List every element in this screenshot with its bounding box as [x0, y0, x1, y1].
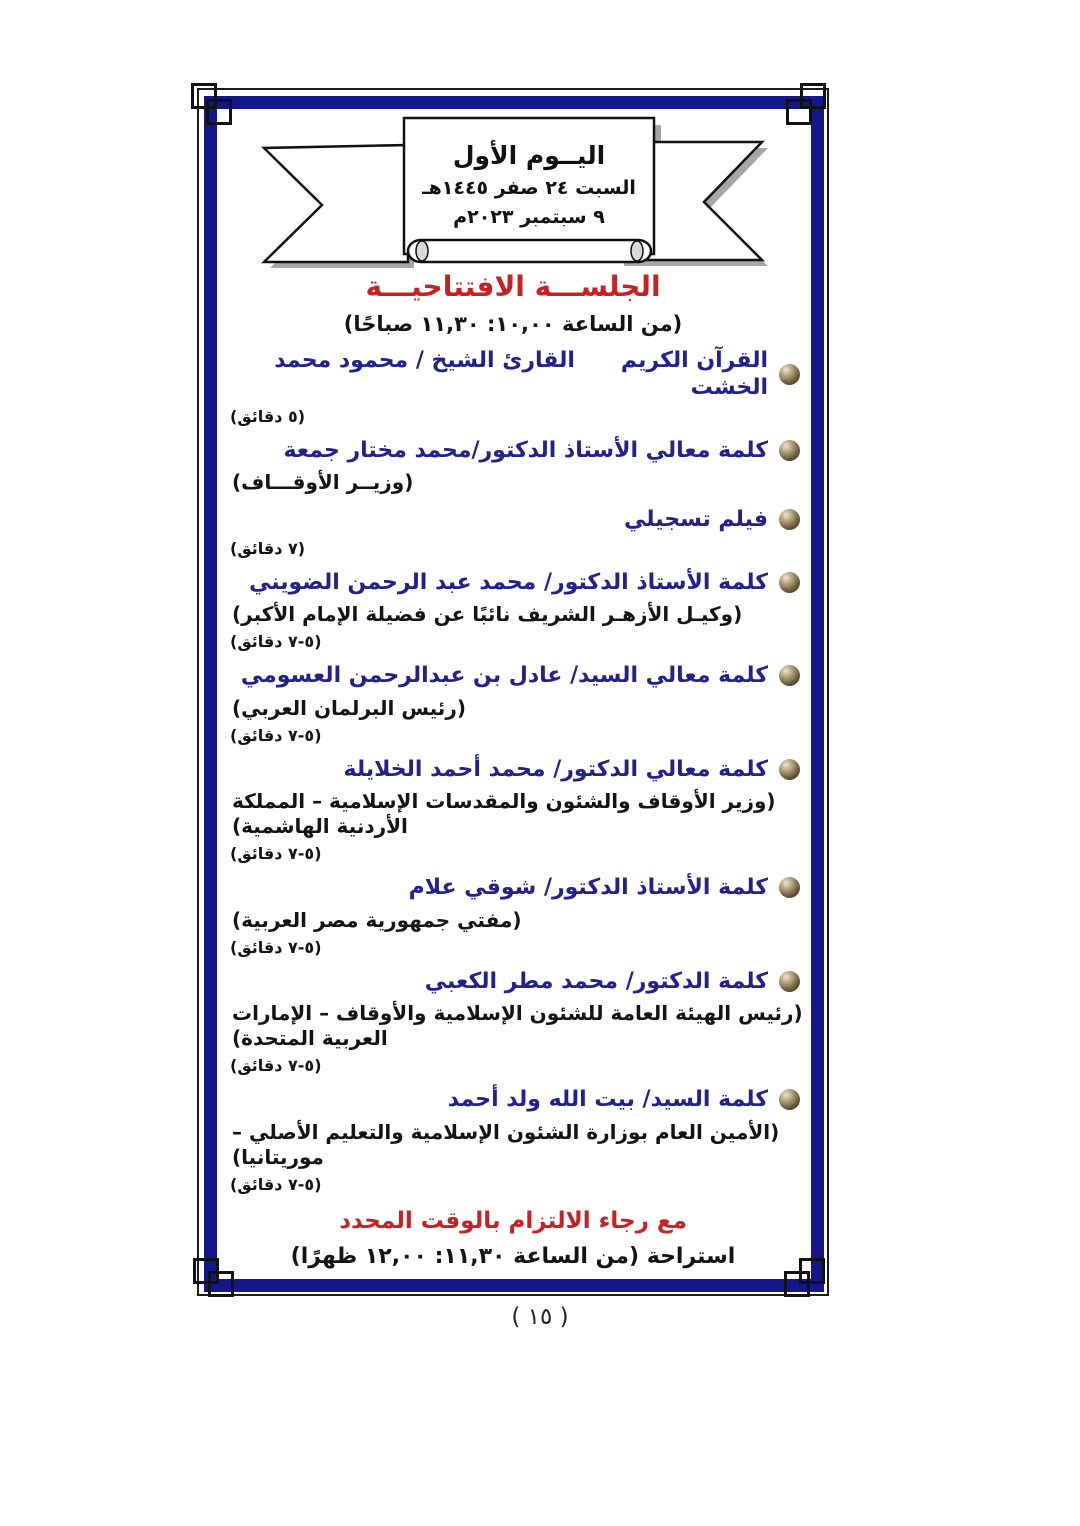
- page-number: ( ١٥ ): [511, 1304, 569, 1330]
- item-duration: (٥-٧ دقائق): [230, 1056, 322, 1076]
- item-duration: (٥ دقائق): [230, 406, 306, 426]
- day-ribbon-banner: [258, 112, 768, 270]
- item-heading: كلمة الأستاذ الدكتور/ شوقي علام: [408, 875, 768, 901]
- item-duration: (٥-٧ دقائق): [230, 725, 322, 745]
- item-heading: كلمة الأستاذ الدكتور/ محمد عبد الرحمن الضويني: [249, 569, 768, 595]
- item-description: (مفتي جمهورية مصر العربية): [232, 907, 522, 932]
- bullet-sphere-icon: [779, 1089, 800, 1110]
- item-heading: فيلم تسجيلي: [624, 507, 768, 533]
- day-banner-text: [404, 120, 654, 248]
- punctuality-note: مع رجاء الالتزام بالوقت المحدد: [339, 1207, 687, 1234]
- bullet-sphere-icon: [779, 877, 800, 898]
- item-heading: كلمة السيد/ بيت الله ولد أحمد: [447, 1087, 768, 1113]
- corner-ornament-top-left-b: [206, 99, 232, 125]
- hijri-date: السبت ٢٤ صفر ١٤٤٥هـ: [422, 176, 636, 199]
- item-heading: كلمة معالي الدكتور/ محمد أحمد الخلايلة: [343, 756, 768, 782]
- item-description: (رئيس الهيئة العامة للشئون الإسلامية والأوقاف – الإمارات العربية المتحدة): [232, 1001, 803, 1051]
- item-description: (رئيس البرلمان العربي): [232, 695, 466, 720]
- corner-ornament-bottom-left-b: [208, 1271, 234, 1297]
- list-item: [218, 662, 808, 690]
- list-item: [218, 437, 808, 465]
- list-item: [218, 1086, 808, 1114]
- item-duration: (٧ دقائق): [230, 538, 306, 558]
- item-heading: كلمة معالي السيد/ عادل بن عبدالرحمن العسومي: [240, 663, 768, 689]
- item-heading: كلمة الدكتور/ محمد مطر الكعبي: [424, 968, 768, 994]
- item-description: (وزير الأوقاف والشئون والمقدسات الإسلامية – المملكة الأردنية الهاشمية): [232, 789, 776, 839]
- item-description: (وكيـل الأزهـر الشريف نائبًا عن فضيلة الإمام الأكبر): [232, 602, 743, 627]
- bullet-sphere-icon: [779, 759, 800, 780]
- day-title: اليــوم الأول: [452, 140, 606, 170]
- item-duration: (٥-٧ دقائق): [230, 844, 322, 864]
- bullet-sphere-icon: [779, 509, 800, 530]
- item-duration: (٥-٧ دقائق): [230, 937, 322, 957]
- bullet-sphere-icon: [779, 971, 800, 992]
- break-time-line: استراحة (من الساعة ١١,٣٠: ١٢,٠٠ ظهرًا): [290, 1243, 736, 1269]
- list-item: [218, 756, 808, 784]
- item-heading: القرآن الكريم القارئ الشيخ / محمود محمد الخشت: [266, 347, 768, 401]
- gregorian-date: ٩ سبتمبر ٢٠٢٣م: [453, 205, 605, 228]
- bullet-sphere-icon: [779, 572, 800, 593]
- list-item: [218, 506, 808, 534]
- bullet-sphere-icon: [779, 665, 800, 686]
- corner-ornament-bottom-right-b: [784, 1271, 810, 1297]
- bullet-sphere-icon: [779, 364, 800, 385]
- item-heading: كلمة معالي الأستاذ الدكتور/محمد مختار جمعة: [283, 437, 768, 463]
- item-duration: (٥-٧ دقائق): [230, 1174, 322, 1194]
- item-description: (الأمين العام بوزارة الشئون الإسلامية والتعليم الأصلي – موريتانيا): [232, 1119, 780, 1169]
- session-title: الجلســـة الافتتاحيـــة: [365, 270, 661, 303]
- session-time: (من الساعة ١٠,٠٠: ١١,٣٠ صباحًا): [343, 311, 683, 336]
- list-item: [218, 569, 808, 597]
- list-item: [218, 968, 808, 996]
- item-description: (وزيــر الأوقـــاف): [232, 470, 414, 495]
- list-item: [218, 874, 808, 902]
- session-content: [218, 270, 808, 1269]
- corner-ornament-top-right-b: [786, 99, 812, 125]
- item-duration: (٥-٧ دقائق): [230, 632, 322, 652]
- list-item: [218, 347, 808, 402]
- bullet-sphere-icon: [779, 440, 800, 461]
